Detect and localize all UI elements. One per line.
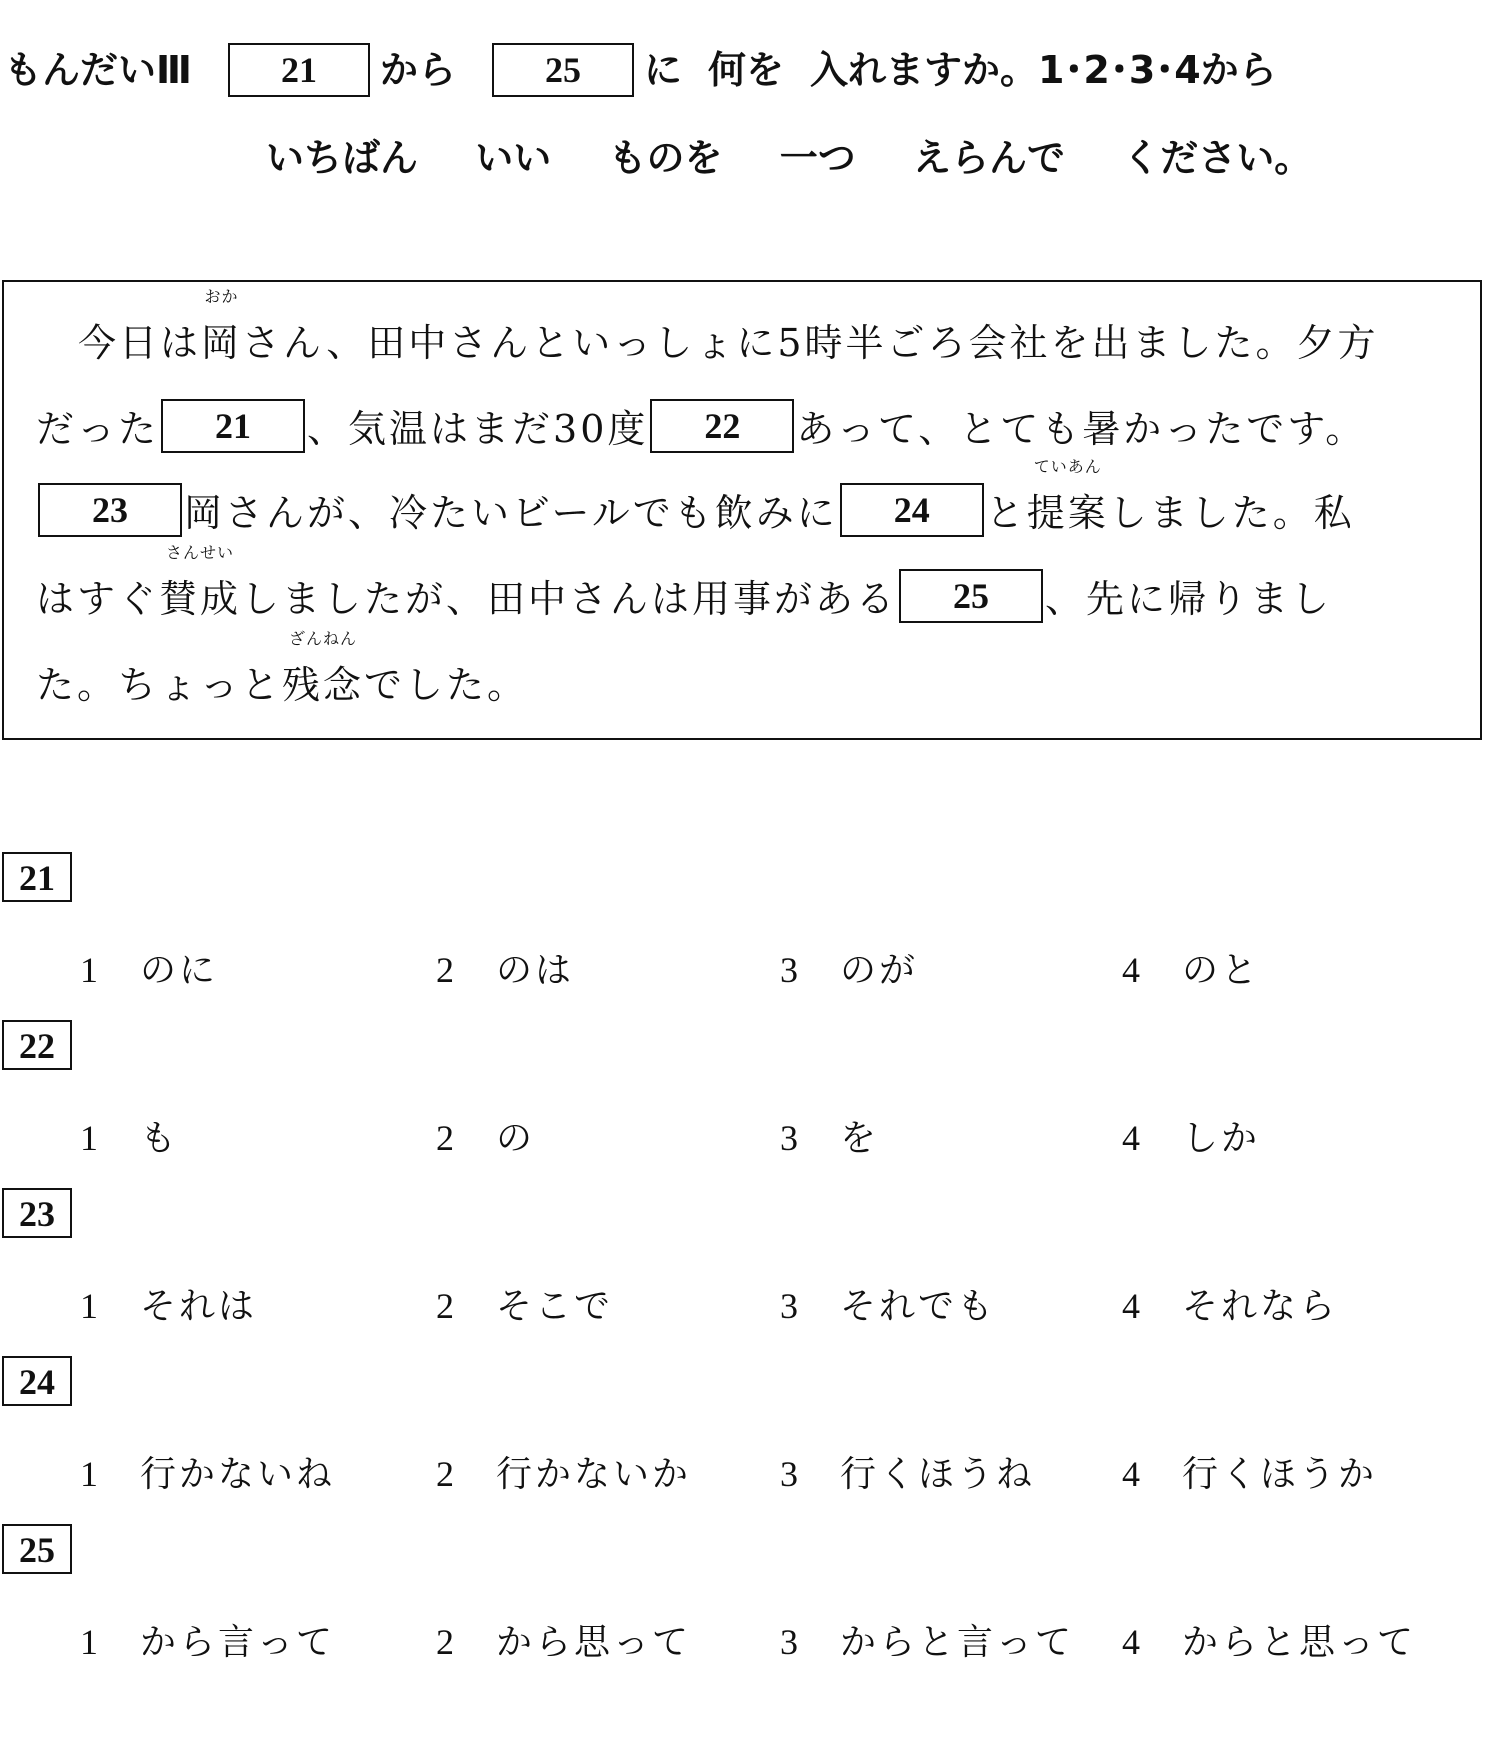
ruby-reading: さんせい <box>166 543 235 562</box>
passage-line-3 <box>36 457 1355 537</box>
ruby-zannen <box>282 629 365 709</box>
option-text: のは <box>496 950 575 991</box>
option-text: それなら <box>1182 1286 1339 1327</box>
kara-text: から <box>379 48 456 92</box>
option-number: 4 <box>1122 1286 1143 1326</box>
option-number: 4 <box>1122 950 1143 990</box>
passage-text: さん、田中さんといっしょに5時半ごろ会社を出ました。夕方 <box>242 321 1379 365</box>
instruction-word: ください。 <box>1122 136 1313 180</box>
option-24-3[interactable] <box>780 1446 1035 1497</box>
option-25-2[interactable] <box>436 1614 691 1665</box>
option-text: そこで <box>496 1286 614 1327</box>
option-text: 行かないね <box>140 1454 336 1495</box>
ruby-base: 提案 <box>1026 491 1109 535</box>
option-number: 4 <box>1122 1118 1143 1158</box>
options-23 <box>0 1278 1494 1334</box>
option-24-2[interactable] <box>436 1446 691 1497</box>
option-21-4[interactable] <box>1122 942 1260 993</box>
passage-text: 、先に帰りまし <box>1045 577 1333 621</box>
passage-text: でした。 <box>364 663 529 707</box>
option-24-1[interactable] <box>80 1446 335 1497</box>
nani-wo-text: 何を <box>707 48 784 92</box>
passage-text: た。ちょっと <box>36 663 283 707</box>
passage-text: あって、とても暑かったです。 <box>796 407 1367 451</box>
option-text: それは <box>140 1286 258 1327</box>
option-number: 2 <box>436 950 457 990</box>
blank-23[interactable]: 23 <box>38 483 182 537</box>
ruby-reading: おか <box>204 287 239 306</box>
option-25-1[interactable] <box>80 1614 335 1665</box>
passage-text: と <box>985 491 1027 535</box>
blank-25[interactable]: 25 <box>899 569 1043 623</box>
question-number-24: 24 <box>2 1356 72 1406</box>
option-number: 2 <box>436 1454 457 1494</box>
question-number-21: 21 <box>2 852 72 902</box>
passage-line-1 <box>78 287 1379 367</box>
question-number-25: 25 <box>2 1524 72 1574</box>
ruby-reading: ざんねん <box>289 629 358 648</box>
option-23-1[interactable] <box>80 1278 257 1329</box>
options-22 <box>0 1110 1494 1166</box>
passage-text: しましたが、田中さんは用事がある <box>241 577 898 621</box>
option-text: 行かないか <box>496 1454 692 1495</box>
instruction-word: いい <box>475 136 552 180</box>
ask-text: 入れますか。1･2･3･4から <box>809 48 1277 92</box>
option-text: 行くほうね <box>840 1454 1036 1495</box>
blank-24[interactable]: 24 <box>840 483 984 537</box>
option-number: 1 <box>80 1454 101 1494</box>
option-number: 4 <box>1122 1622 1143 1662</box>
option-23-2[interactable] <box>436 1278 613 1329</box>
question-number-23: 23 <box>2 1188 72 1238</box>
option-text: を <box>840 1118 880 1159</box>
option-text: のと <box>1182 950 1261 991</box>
option-21-1[interactable] <box>80 942 218 993</box>
passage-line-4 <box>36 543 1333 623</box>
instructions-line-2 <box>266 126 1484 190</box>
instructions <box>4 38 1484 190</box>
option-25-4[interactable] <box>1122 1614 1416 1665</box>
instruction-word: ものを <box>608 136 723 180</box>
option-24-4[interactable] <box>1122 1446 1377 1497</box>
option-number: 3 <box>780 1286 801 1326</box>
blank-range-start: 21 <box>228 43 370 97</box>
option-23-3[interactable] <box>780 1278 996 1329</box>
option-25-3[interactable] <box>780 1614 1074 1665</box>
option-text: も <box>140 1118 180 1159</box>
ruby-base: 賛成 <box>159 577 242 621</box>
passage-box <box>2 280 1482 740</box>
ruby-teian <box>1026 457 1109 537</box>
option-number: 1 <box>80 1286 101 1326</box>
option-text: からと思って <box>1182 1622 1417 1663</box>
blank-21[interactable]: 21 <box>161 399 305 453</box>
option-number: 3 <box>780 1454 801 1494</box>
option-number: 1 <box>80 1118 101 1158</box>
blank-22[interactable]: 22 <box>650 399 794 453</box>
instructions-line-1 <box>4 38 1484 102</box>
passage-line-5 <box>36 629 529 709</box>
problem-label: もんだいⅢ <box>4 48 192 92</box>
passage-text: しました。私 <box>1108 491 1355 535</box>
options-21 <box>0 942 1494 998</box>
option-number: 1 <box>80 950 101 990</box>
option-number: 4 <box>1122 1454 1143 1494</box>
options-24 <box>0 1446 1494 1502</box>
option-text: から思って <box>496 1622 692 1663</box>
option-22-1[interactable] <box>80 1110 179 1161</box>
passage-text: 今日は <box>78 321 202 365</box>
option-number: 1 <box>80 1622 101 1662</box>
option-22-3[interactable] <box>780 1110 879 1161</box>
option-23-4[interactable] <box>1122 1278 1338 1329</box>
blank-range-end: 25 <box>492 43 634 97</box>
passage-text: 、気温はまだ30度 <box>307 407 649 451</box>
option-21-3[interactable] <box>780 942 918 993</box>
instruction-word: 一つ <box>779 136 856 180</box>
ruby-reading: ていあん <box>1033 457 1102 476</box>
passage-text: はすぐ <box>36 577 160 621</box>
options-25 <box>0 1614 1494 1670</box>
option-number: 2 <box>436 1286 457 1326</box>
option-21-2[interactable] <box>436 942 574 993</box>
option-22-4[interactable] <box>1122 1110 1260 1161</box>
option-text: それでも <box>840 1286 997 1327</box>
option-number: 3 <box>780 950 801 990</box>
passage-text: だった <box>36 407 160 451</box>
ruby-oka <box>201 287 243 367</box>
option-text: から言って <box>140 1622 336 1663</box>
option-number: 3 <box>780 1118 801 1158</box>
option-text: しか <box>1182 1118 1261 1159</box>
ruby-base: 岡 <box>201 321 243 365</box>
option-text: のが <box>840 950 919 991</box>
option-number: 2 <box>436 1118 457 1158</box>
option-number: 3 <box>780 1622 801 1662</box>
passage-line-2 <box>36 398 1366 453</box>
option-text: のに <box>140 950 219 991</box>
question-number-22: 22 <box>2 1020 72 1070</box>
option-text: からと言って <box>840 1622 1075 1663</box>
instruction-word: いちばん <box>266 136 419 180</box>
option-22-2[interactable] <box>436 1110 535 1161</box>
passage-text: 岡さんが、冷たいビールでも飲みに <box>184 491 838 535</box>
option-text: 行くほうか <box>1182 1454 1378 1495</box>
ruby-base: 残念 <box>282 663 365 707</box>
ruby-sansei <box>159 543 242 623</box>
option-number: 2 <box>436 1622 457 1662</box>
instruction-word: えらんで <box>913 136 1066 180</box>
option-text: の <box>496 1118 536 1159</box>
ni-text: に <box>643 48 682 92</box>
